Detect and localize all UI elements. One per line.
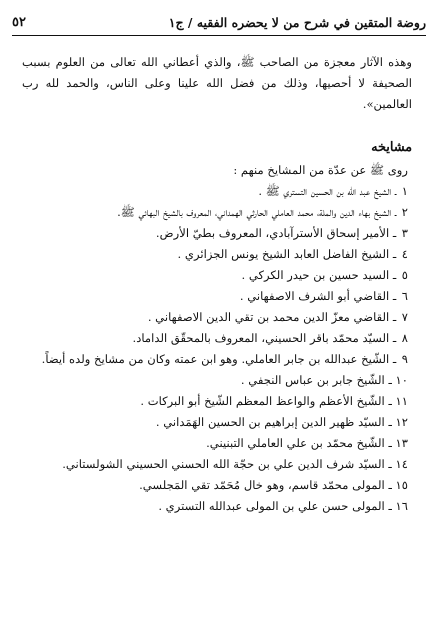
item-text: ـ القاضي أبو الشرف الاصفهاني . — [239, 289, 397, 303]
item-number: ١ — [401, 184, 408, 198]
item-number: ١٢ — [395, 415, 408, 429]
list-item — [22, 244, 412, 265]
list-item — [22, 307, 412, 328]
item-number: ٢ — [401, 205, 408, 219]
list-item — [22, 328, 412, 349]
teachers-list — [22, 181, 412, 517]
item-number: ٣ — [401, 226, 408, 240]
list-item — [22, 223, 412, 244]
item-number: ١٥ — [395, 478, 408, 492]
list-item — [22, 265, 412, 286]
item-text: ـ الشيخ عبد الله بن الحسين التستري ﷺ . — [258, 184, 397, 198]
list-item — [22, 454, 412, 475]
item-number: ١٦ — [395, 499, 408, 513]
item-number: ٩ — [401, 352, 408, 366]
item-number: ١٣ — [395, 436, 408, 450]
list-item — [22, 181, 412, 202]
item-number: ١٤ — [395, 457, 408, 471]
page-number: ٥٢ — [12, 14, 26, 30]
page-body — [22, 52, 412, 517]
list-item — [22, 286, 412, 307]
item-text: ـ السيّد شرف الدين علي بن حجّة الله الحسني الحسيني الشولستاني. — [62, 457, 392, 471]
item-text: ـ الشّيخ محمّد بن علي العاملي التبنيني. — [206, 436, 392, 450]
list-item — [22, 433, 412, 454]
item-text: ـ السيّد محمّد باقر الحسيني، المعروف بالمحقّق الداماد. — [132, 331, 397, 345]
item-text: ـ السيّد ظهير الدين إبراهيم بن الحسين الهَمَداني . — [155, 415, 392, 429]
item-text: ـ المولى حسن علي بن المولى عبدالله التستري . — [158, 499, 392, 513]
list-item — [22, 496, 412, 517]
item-number: ٦ — [401, 289, 408, 303]
item-text: ـ الشيخ بهاء الدين والملة، محمد العاملي الحارثي الهمداني، المعروف بالشيخ البهائي ﷺ. — [117, 205, 397, 219]
list-item — [22, 475, 412, 496]
item-number: ٤ — [401, 247, 408, 261]
item-text: ـ الأمير إسحاق الأسترآبادي، المعروف بطيّ الأرض. — [155, 226, 397, 240]
list-item — [22, 391, 412, 412]
item-text: ـ الشّيخ الأعظم والواعظ المعظم الشّيخ أبو البركات . — [140, 394, 392, 408]
item-text: ـ الشيخ الفاضل العابد الشيخ يونس الجزائري . — [177, 247, 397, 261]
item-number: ١٠ — [395, 373, 408, 387]
list-item — [22, 349, 412, 370]
item-number: ٨ — [401, 331, 408, 345]
page-header — [12, 10, 426, 34]
item-text: ـ المولى محمّد قاسم، وهو خال مُحَمّد تقي المَجلسي. — [139, 478, 392, 492]
section-heading: مشايخه — [371, 140, 412, 155]
intro-line: روى ﷺ عن عدّة من المشايخ منهم : — [233, 163, 408, 177]
item-number: ٧ — [401, 310, 408, 324]
item-text: ـ الشّيخ جابر بن عباس النجفي . — [240, 373, 392, 387]
list-item — [22, 202, 412, 223]
list-item — [22, 412, 412, 433]
list-item — [22, 370, 412, 391]
header-rule — [12, 35, 426, 36]
item-text: ـ الشّيخ عبدالله بن جابر العاملي. وهو ابن عمته وكان من مشايخ ولده أيضاً. — [41, 352, 397, 366]
opening-paragraph: وهذه الآثار معجزة من الصاحب ﷺ، والذي أعطاني الله تعالى من العلوم بسبب الصحيفة لا أحصيها، وذلك من فضل الله علينا وعلى الناس، والحمد لله رب العالمين». — [22, 55, 412, 111]
running-title: روضة المتقين في شرح من لا يحضره الفقيه / ج١ — [168, 14, 426, 30]
item-number: ٥ — [401, 268, 408, 282]
item-text: ـ السيد حسين بن حيدر الكركي . — [241, 268, 397, 282]
item-number: ١١ — [395, 394, 408, 408]
item-text: ـ القاضي معزّ الدين محمد بن تقي الدين الاصفهاني . — [147, 310, 397, 324]
